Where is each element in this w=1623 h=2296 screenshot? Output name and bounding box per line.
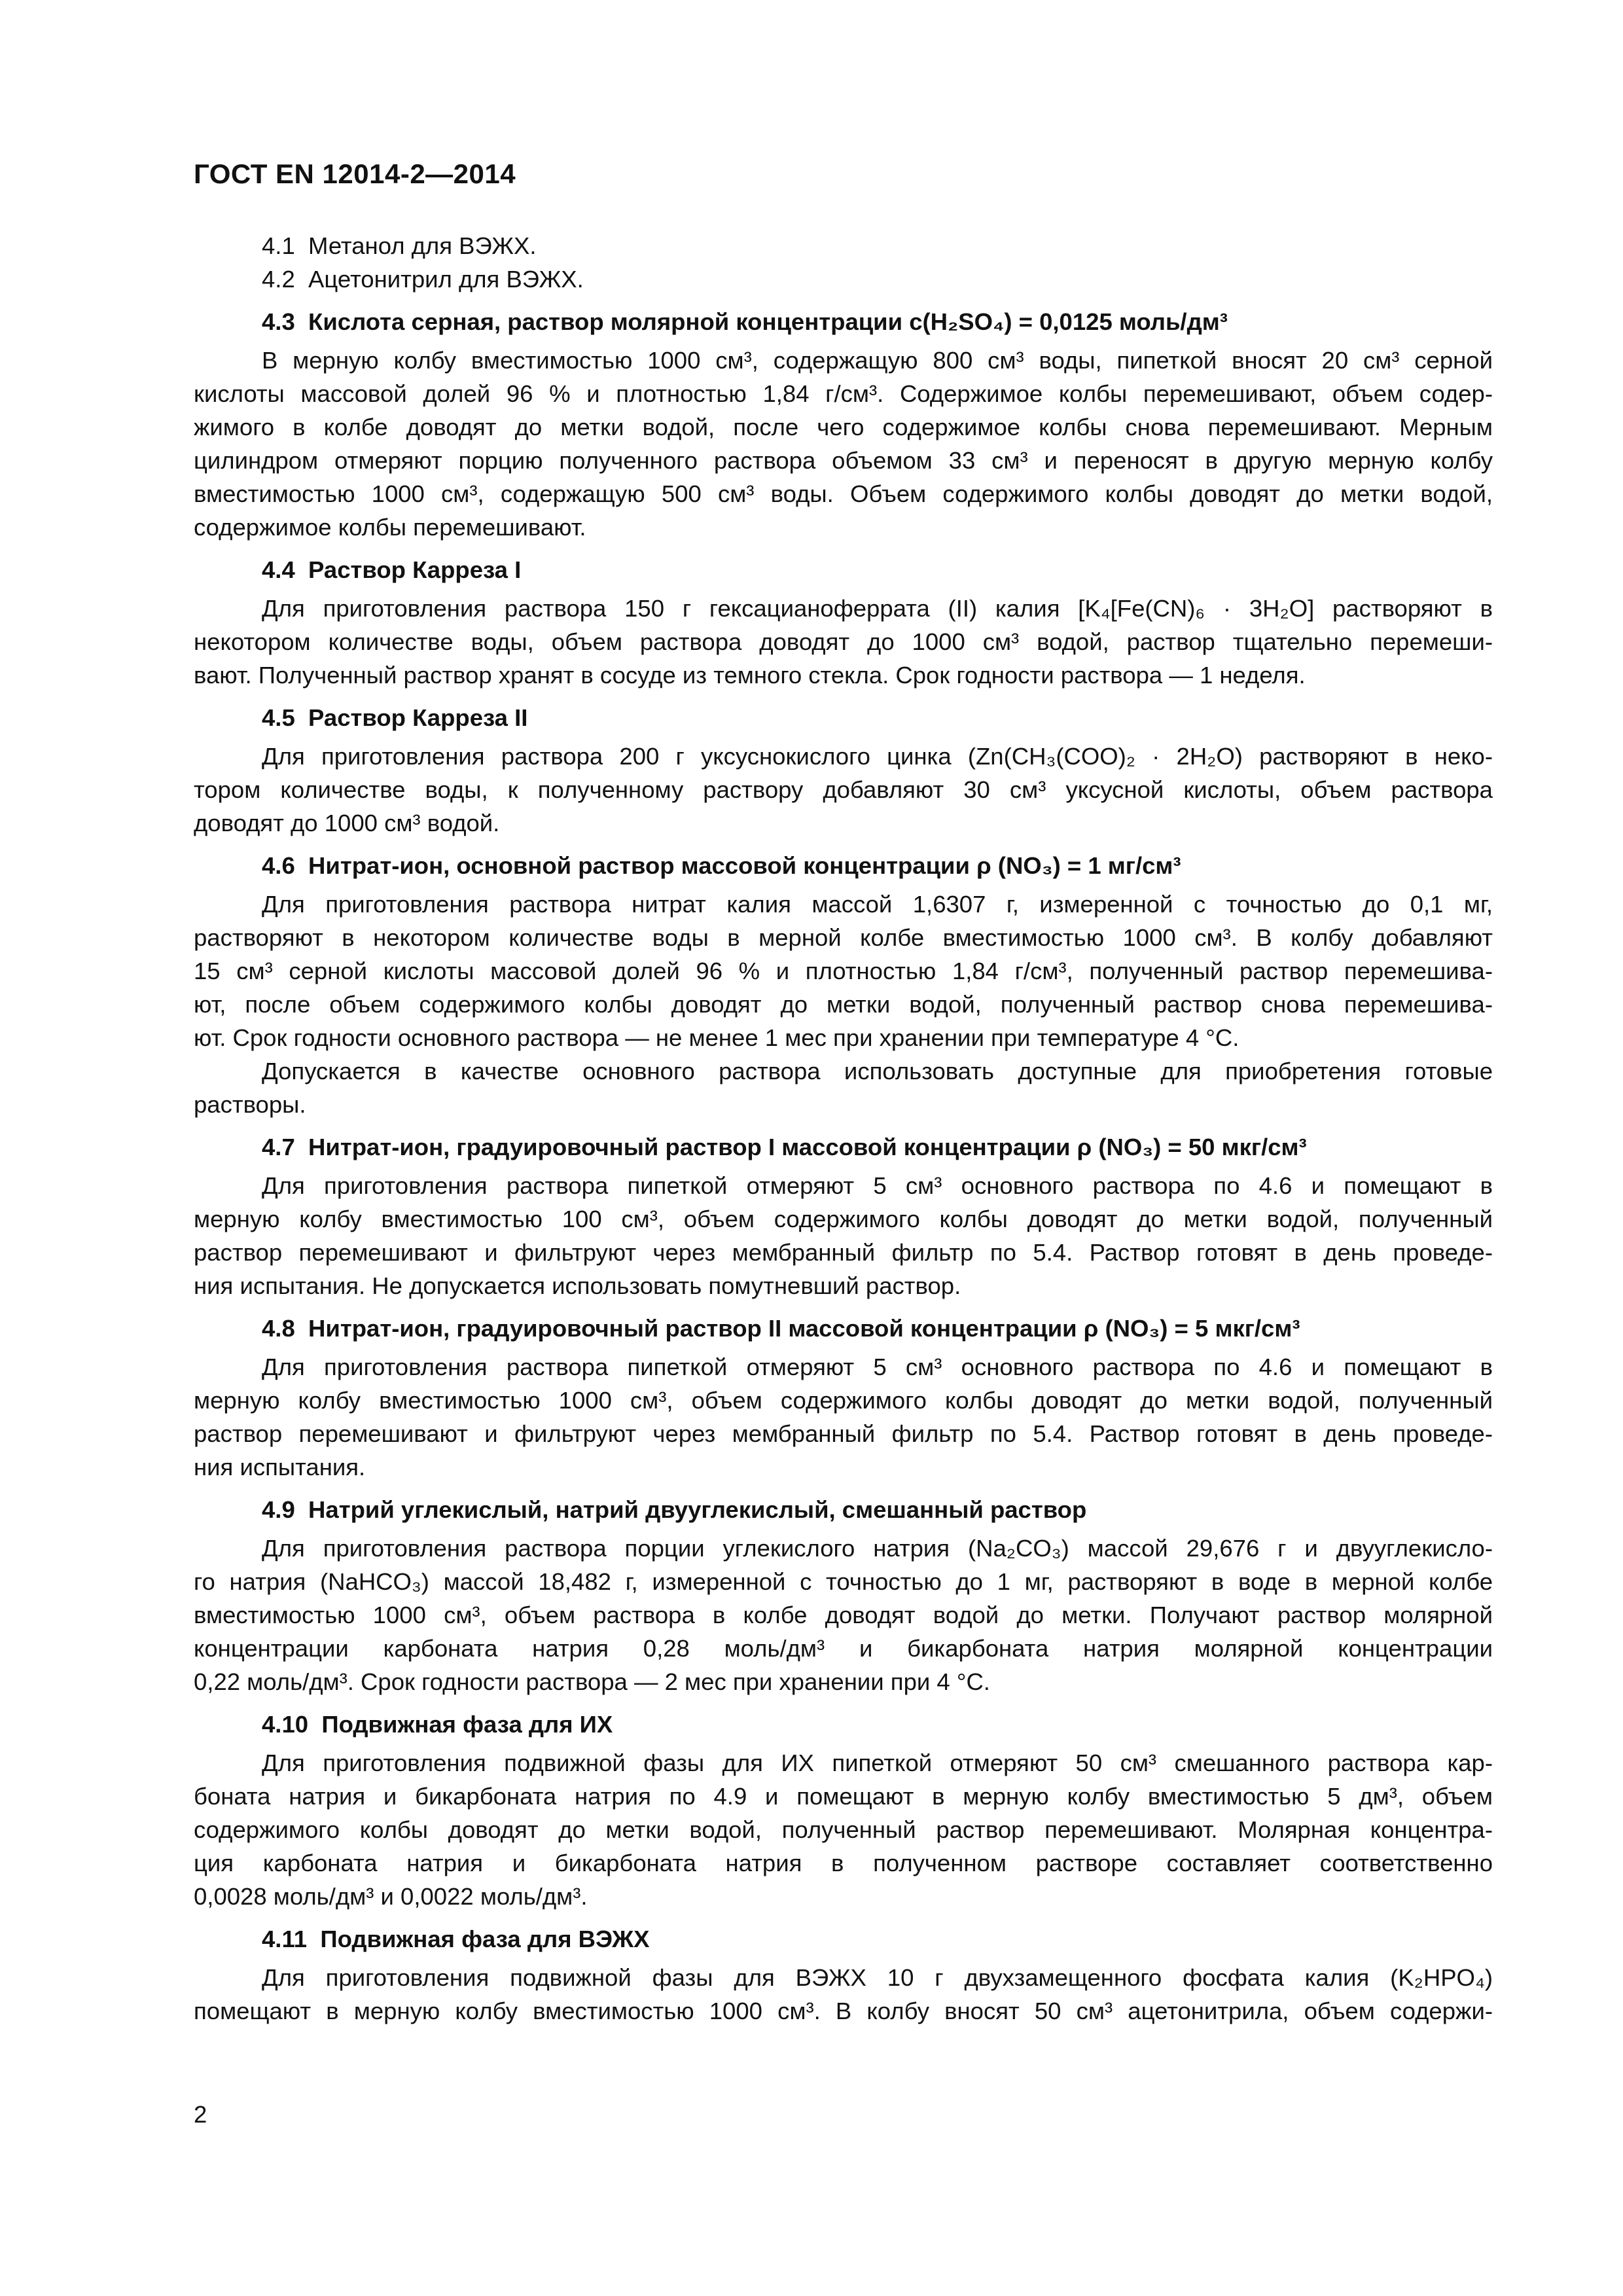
paragraph-4-3 — [194, 344, 1493, 544]
paragraph-4-10 — [194, 1746, 1493, 1913]
text-line: помещают в мерную колбу вместимостью 1000 см³. В колбу вносят 50 см³ ацетонитрила, объем содержи- — [194, 1998, 1493, 2024]
section-heading-4-11: 4.11 Подвижная фаза для ВЭЖХ — [262, 1926, 650, 1952]
text-line: ния испытания. Не допускается использовать помутневший раствор. — [194, 1272, 961, 1299]
text-line: вают. Полученный раствор хранят в сосуде из темного стекла. Срок годности раствора — 1 неделя. — [194, 662, 1306, 689]
text-line: 0,0028 моль/дм³ и 0,0022 моль/дм³. — [194, 1883, 588, 1910]
text-line: 0,22 моль/дм³. Срок годности раствора — 2 мес при хранении при 4 °С. — [194, 1668, 990, 1695]
text-line: Для приготовления раствора порции углекислого натрия (Na₂CO₃) массой 29,676 г и двууглекисло- — [262, 1535, 1493, 1562]
text-line: растворяют в некотором количестве воды в мерной колбе вместимостью 1000 см³. В колбу добавляют — [194, 924, 1493, 951]
text-line: ют, после объем содержимого колбы доводят до метки водой, полученный раствор снова перемешива- — [194, 991, 1493, 1018]
text-line: ния испытания. — [194, 1454, 366, 1480]
text-line: 15 см³ серной кислоты массовой долей 96 % и плотностью 1,84 г/см³, полученный раствор перемешива- — [194, 958, 1493, 984]
item-4-2: 4.2 Ацетонитрил для ВЭЖХ. — [262, 266, 584, 293]
text-line: Для приготовления раствора пипеткой отмеряют 5 см³ основного раствора по 4.6 и помещают в — [262, 1172, 1493, 1199]
section-heading-4-5: 4.5 Раствор Карреза II — [262, 704, 528, 731]
text-line: Для приготовления раствора 200 г уксуснокислого цинка (Zn(CH₃(COO)₂ · 2H₂O) растворяют в неко- — [262, 743, 1493, 770]
text-line: некотором количестве воды, объем раствора доводят до 1000 см³ водой, раствор тщательно перемеши- — [194, 628, 1493, 655]
text-line: раствор перемешивают и фильтруют через мембранный фильтр по 5.4. Раствор готовят в день проведе- — [194, 1420, 1493, 1447]
text-line: жимого в колбе доводят до метки водой, после чего содержимое колбы снова перемешивают. Мерным — [194, 414, 1493, 440]
page-number: 2 — [194, 2101, 207, 2128]
text-line: мерную колбу вместимостью 1000 см³, объем содержимого колбы доводят до метки водой, полученный — [194, 1387, 1493, 1414]
text-line: мерную колбу вместимостью 100 см³, объем содержимого колбы доводят до метки водой, полученный — [194, 1206, 1493, 1232]
text-line: Допускается в качестве основного раствора использовать доступные для приобретения готовые — [262, 1058, 1493, 1085]
text-line: цилиндром отмеряют порцию полученного раствора объемом 33 см³ и переносят в другую мерную колбу — [194, 447, 1493, 474]
section-heading-4-6: 4.6 Нитрат-ион, основной раствор массовой концентрации ρ (NO₃) = 1 мг/см³ — [262, 852, 1181, 879]
text-line: В мерную колбу вместимостью 1000 см³, содержащую 800 см³ воды, пипеткой вносят 20 см³ серной — [262, 347, 1493, 374]
paragraph-4-5 — [194, 740, 1493, 840]
text-line: растворы. — [194, 1091, 306, 1118]
text-line: Для приготовления подвижной фазы для ИХ пипеткой отмеряют 50 см³ смешанного раствора кар- — [262, 1749, 1493, 1776]
paragraph-4-6 — [194, 888, 1493, 1121]
text-line: содержимого колбы доводят до метки водой, полученный раствор перемешивают. Молярная концентра- — [194, 1816, 1493, 1843]
section-heading-4-10: 4.10 Подвижная фаза для ИХ — [262, 1711, 613, 1738]
paragraph-4-7 — [194, 1169, 1493, 1302]
text-line: ют. Срок годности основного раствора — не менее 1 мес при хранении при температуре 4 °С. — [194, 1024, 1240, 1051]
page-body — [194, 229, 1493, 2028]
text-line: содержимое колбы перемешивают. — [194, 514, 586, 541]
text-line: раствор перемешивают и фильтруют через мембранный фильтр по 5.4. Раствор готовят в день проведе- — [194, 1239, 1493, 1266]
text-line: вместимостью 1000 см³, содержащую 500 см³ воды. Объем содержимого колбы доводят до метки водой, — [194, 480, 1493, 507]
text-line: ция карбоната натрия и бикарбоната натрия в полученном растворе составляет соответственно — [194, 1850, 1493, 1876]
paragraph-4-8 — [194, 1350, 1493, 1484]
document-header: ГОСТ EN 12014-2—2014 — [194, 158, 516, 189]
paragraph-4-9 — [194, 1532, 1493, 1698]
paragraph-4-11 — [194, 1961, 1493, 2028]
text-line: го натрия (NaHCO₃) массой 18,482 г, измеренной с точностью до 1 мг, растворяют в воде в мерной колбе — [194, 1568, 1493, 1595]
text-line: Для приготовления раствора нитрат калия массой 1,6307 г, измеренной с точностью до 0,1 мг, — [262, 891, 1493, 918]
section-heading-4-8: 4.8 Нитрат-ион, градуировочный раствор II массовой концентрации ρ (NO₃) = 5 мкг/см³ — [262, 1315, 1300, 1342]
section-heading-4-4: 4.4 Раствор Карреза I — [262, 556, 522, 583]
text-line: Для приготовления раствора пипеткой отмеряют 5 см³ основного раствора по 4.6 и помещают в — [262, 1354, 1493, 1380]
text-line: Для приготовления подвижной фазы для ВЭЖХ 10 г двухзамещенного фосфата калия (K₂HPO₄) — [262, 1964, 1493, 1991]
section-heading-4-7: 4.7 Нитрат-ион, градуировочный раствор I массовой концентрации ρ (NO₃) = 50 мкг/см³ — [262, 1134, 1307, 1160]
text-line: кислоты массовой долей 96 % и плотностью 1,84 г/см³. Содержимое колбы перемешивают, объем содер- — [194, 380, 1493, 407]
text-line: Для приготовления раствора 150 г гексацианоферрата (II) калия [K₄[Fe(CN)₆ · 3H₂O] растворяют в — [262, 595, 1493, 622]
paragraph-4-4 — [194, 592, 1493, 692]
section-heading-4-9: 4.9 Натрий углекислый, натрий двууглекислый, смешанный раствор — [262, 1496, 1087, 1523]
section-heading-4-3: 4.3 Кислота серная, раствор молярной концентрации c(H₂SO₄) = 0,0125 моль/дм³ — [262, 308, 1228, 335]
text-line: тором количестве воды, к полученному раствору добавляют 30 см³ уксусной кислоты, объем раствора — [194, 776, 1493, 803]
text-line: вместимостью 1000 см³, объем раствора в колбе доводят водой до метки. Получают раствор молярной — [194, 1602, 1493, 1628]
item-4-1: 4.1 Метанол для ВЭЖХ. — [262, 232, 537, 259]
text-line: боната натрия и бикарбоната натрия по 4.9 и помещают в мерную колбу вместимостью 5 дм³, объем — [194, 1783, 1493, 1810]
text-line: доводят до 1000 см³ водой. — [194, 810, 500, 836]
text-line: концентрации карбоната натрия 0,28 моль/дм³ и бикарбоната натрия молярной концентрации — [194, 1635, 1493, 1662]
